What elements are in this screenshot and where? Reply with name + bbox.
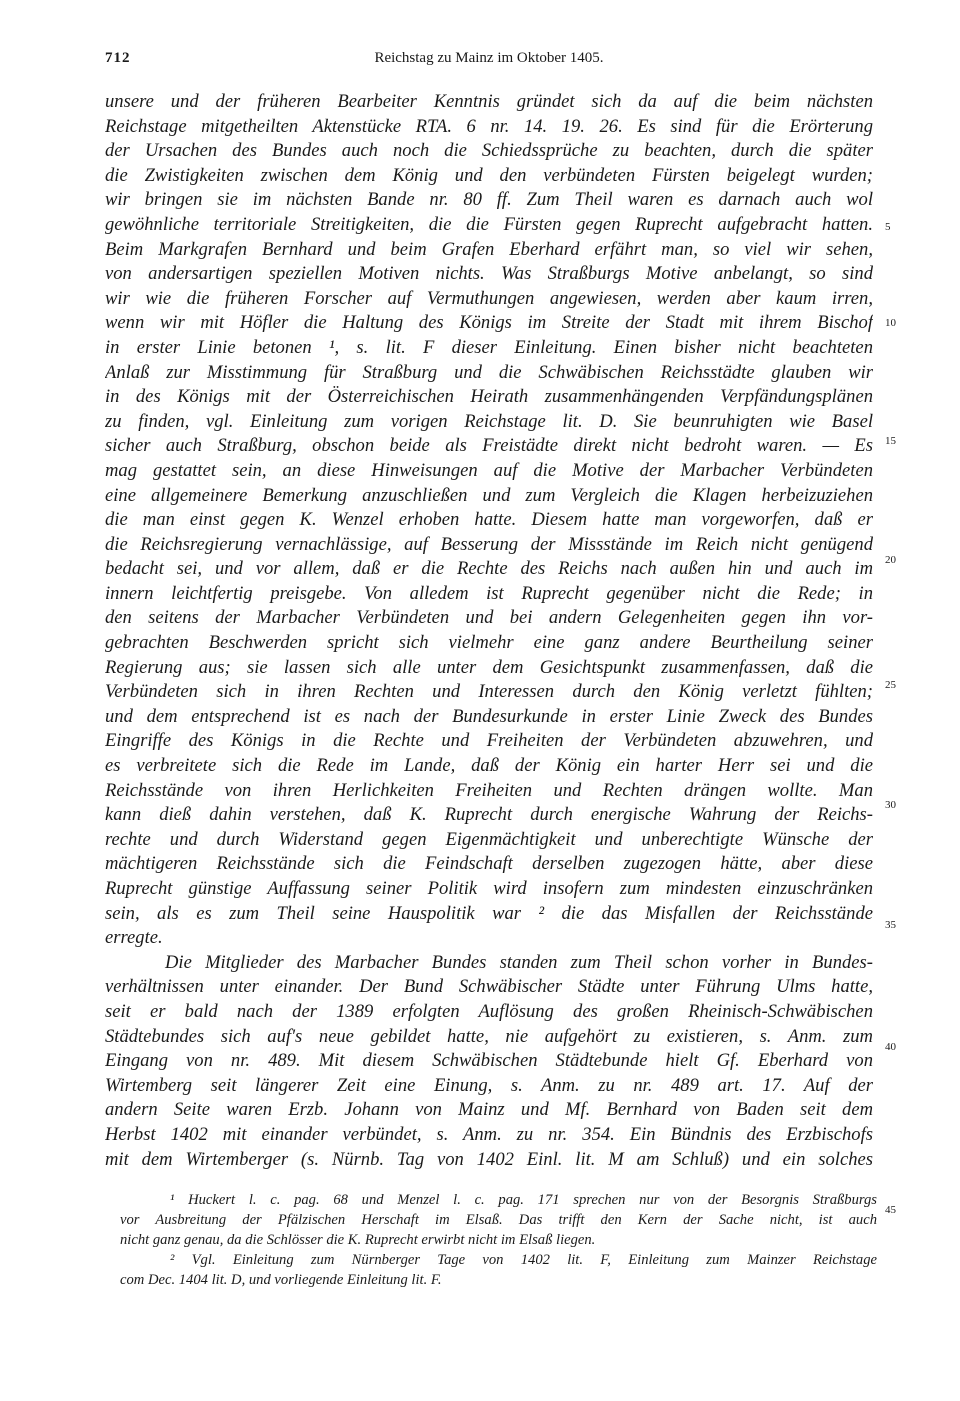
page-number: 712 [105,50,131,66]
text-line: Eingang von nr. 489. Mit diesem Schwäbischen Städtebunde hielt Gf. Eberhard von [105,1050,873,1072]
text-line: in des Königs mit der Österreichischen Heirath zusammenhängenden Verpfändungsplänen [105,386,873,408]
text-line: den seitens der Marbacher Verbündeten und bei andern Gelegenheiten gegen ihn vor- [105,607,873,629]
text-line: wir bringen sie im nächsten Bande nr. 80 ff. Zum Theil waren es darnach auch wol [105,189,873,211]
text-line: rechte und durch Widerstand gegen Eigenmächtigkeit und unberechtigte Wünsche der [105,828,873,850]
margin-line-number: 5 [885,221,891,233]
margin-line-number: 15 [885,435,896,447]
margin-line-number: 35 [885,919,896,931]
text-line: der Ursachen des Bundes auch noch die Schiedssprüche zu beachten, durch die später [105,140,873,162]
margin-line-number: 25 [885,679,896,691]
footnote-line: ¹ Huckert l. c. pag. 68 und Menzel l. c. pag. 171 sprechen nur von der Besorgnis Straßburgs [170,1192,877,1208]
main-text [105,90,873,1172]
text-line: gebrachten Beschwerden spricht sich vielmehr eine ganz andere Beurtheilung seiner [105,632,873,654]
text-line: die man einst gegen K. Wenzel erhoben hatte. Diesem hatte man vorgeworfen, daß er [105,509,873,531]
text-line: mächtigeren Reichsstände sich die Feindschaft derselben zugezogen hätte, aber diese [105,853,873,875]
text-line: seit er bald nach der 1389 erfolgten Auflösung des großen Rheinisch-Schwäbischen [105,1000,873,1022]
page-header [105,50,873,74]
margin-line-number: 30 [885,799,896,811]
margin-line-number: 10 [885,317,896,329]
text-line: Ruprecht günstige Auffassung seiner Politik wird insofern zum mindesten einzuschränken [105,878,873,899]
text-line: die Zwistigkeiten zwischen dem König und den verbündeten Fürsten beigelegt wurden; [105,164,873,186]
footnotes [120,1190,877,1290]
text-line: unsere und der früheren Bearbeiter Kenntnis gründet sich da auf die beim nächsten [105,91,873,112]
text-line: verhältnissen unter einander. Der Bund Schwäbischer Städte unter Führung Ulms hatte, [105,976,873,998]
text-line: Anlaß zur Misstimmung für Straßburg und die Schwäbischen Reichsstädte glauben wir [105,361,873,383]
text-line: zu finden, vgl. Einleitung zum vorigen Reichstage lit. D. Sie beunruhigten wie Basel [105,410,873,432]
text-line: Wirtemberg seit längerer Zeit eine Einung, s. Anm. zu nr. 489 art. 17. Auf der [105,1074,873,1096]
text-line: von andersartigen speziellen Motiven nichts. Was Straßburgs Motive anbelangt, so sind [105,263,873,285]
footnote-line: nicht ganz genau, da die Schlösser die K. Ruprecht erwirbt nicht im Elsaß liegen. [120,1232,596,1248]
footnote-line: com Dec. 1404 lit. D, und vorliegende Einleitung lit. F. [120,1272,442,1288]
text-line: Verbündeten sich in ihren Rechten und Interessen durch den König verletzt fühlten; [105,681,873,703]
text-line: Herbst 1402 mit einander verbündet, s. Anm. zu nr. 354. Ein Bündnis des Erzbischofs [105,1123,873,1145]
margin-line-number: 20 [885,554,896,566]
margin-line-number: 45 [885,1204,896,1216]
text-line: eine allgemeinere Bemerkung anzuschließen und zum Vergleich die Klagen herbeizuziehen [105,484,873,506]
text-line: Die Mitglieder des Marbacher Bundes standen zum Theil schon vorher in Bundes- [165,951,873,973]
text-line: mit dem Wirtemberger (s. Nürnb. Tag von 1402 Einl. lit. M am Schluß) und ein solches [105,1148,873,1170]
text-line: und dem entsprechend ist es nach der Bundesurkunde in erster Linie Zweck des Bundes [105,705,873,727]
margin-line-number: 40 [885,1041,896,1053]
running-title: Reichstag zu Mainz im Oktober 1405. [374,50,604,66]
text-line: mag gestattet sein, an diese Hinweisungen auf die Motive der Marbacher Verbündeten [105,459,873,481]
text-line: sicher auch Straßburg, obschon beide als Freistädte direkt nicht bedroht waren. — Es [105,435,873,457]
text-line: die Reichsregierung vernachlässige, auf Besserung der Missstände im Reich nicht genügend [105,533,873,555]
text-line: Beim Markgrafen Bernhard und beim Grafen Eberhard erfährt man, so viel wir sehen, [105,238,873,260]
text-line: sein, als es zum Theil seine Hauspolitik war ² die das Misfallen der Reichsstände [105,902,873,924]
text-line: Städtebundes sich auf's neue gebildet hatte, nie aufgehört zu existieren, s. Anm. zum [105,1025,873,1047]
text-line: es verbreitete sich die Rede im Lande, daß der König ein harter Herr sei und die [105,755,873,777]
footnote-line: ² Vgl. Einleitung zum Nürnberger Tage von 1402 lit. F, Einleitung zum Mainzer Reichstage [170,1252,877,1268]
footnote-line: vor Ausbreitung der Pfälzischen Herschaft im Elsaß. Das trifft den Kern der Sache nicht, ist auch [120,1212,877,1228]
text-line: innern leichtfertig preisgebe. Von alledem ist Ruprecht gegenüber nicht die Rede; in [105,582,873,604]
text-line: bedacht sei, und vor allem, daß er die Rechte des Reichs nach außen hin und auch im [105,558,873,580]
text-line: Eingriffe des Königs in die Rechte und Freiheiten der Verbündeten abzuwehren, und [105,730,873,752]
text-line: gewöhnliche territoriale Streitigkeiten, die die Fürsten gegen Ruprecht aufgebracht hatten. [105,213,873,235]
text-line: in erster Linie betonen ¹, s. lit. F dieser Einleitung. Einen bisher nicht beachteten [105,336,873,358]
text-line: wir wie die früheren Forscher auf Vermuthungen angewiesen, werden aber kaum irren, [105,287,873,309]
text-line: Regierung aus; sie lassen sich alle unter dem Gesichtspunkt zusammenfassen, daß die [105,656,873,678]
text-line: erregte. [105,927,163,949]
text-line: kann dieß dahin verstehen, daß K. Ruprecht durch energische Wahrung der Reichs- [105,804,873,826]
text-line: Reichsstände von ihren Herlichkeiten Freiheiten und Rechten drängen wollte. Man [105,779,873,801]
text-line: andern Seite waren Erzb. Johann von Mainz und Mf. Bernhard von Baden seit dem [105,1099,873,1121]
text-line: wenn wir mit Höfler die Haltung des Königs im Streite der Stadt mit ihrem Bischof [105,312,873,334]
text-line: Reichstage mitgetheilten Aktenstücke RTA. 6 nr. 14. 19. 26. Es sind für die Erörterung [105,115,873,137]
